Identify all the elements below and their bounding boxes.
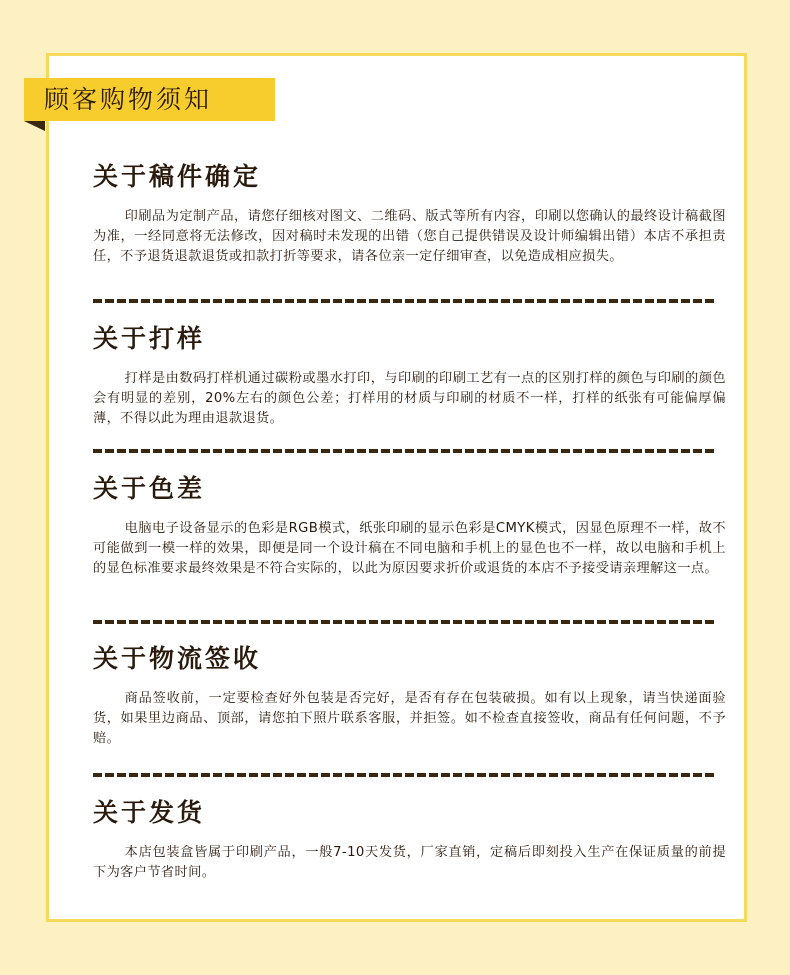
dashed-divider xyxy=(93,299,715,303)
section-body: 本店包装盒皆属于印刷产品，一般7-10天发货，厂家直销，定稿后即刻投入生产在保证质量的前提下为客户节省时间。 xyxy=(93,845,726,880)
section-body: 打样是由数码打样机通过碳粉或墨水打印，与印刷的印刷工艺有一点的区别打样的颜色与印刷的颜色会有明显的差别，20%左右的颜色公差；打样用的材质与印刷的材质不一样，打样的纸张有可能偏厚偏薄，不得以此为理由退款退货。 xyxy=(93,371,726,426)
dashed-divider xyxy=(93,449,715,453)
section-heading: 关于打样 xyxy=(93,324,206,353)
section-body: 电脑电子设备显示的色彩是RGB模式，纸张印刷的显示色彩是CMYK模式，因显色原理不一样，故不可能做到一模一样的效果，即便是同一个设计稿在不同电脑和手机上的显色也不一样，故以电脑和手机上的显色标准要求最终效果是不符合实际的，以此为原因要求折价或退货的本店不予接受请亲理解这一点。 xyxy=(93,521,726,576)
page-title-ribbon xyxy=(24,78,275,121)
section-shipping xyxy=(93,797,726,896)
section-color-difference xyxy=(93,473,726,592)
section-body: 印刷品为定制产品，请您仔细核对图文、二维码、版式等所有内容，印刷以您确认的最终设计稿截图为准，一经同意将无法修改，因对稿时未发现的出错（您自己提供错误及设计师编辑出错）本店不承担责任，不予退货退款退货或扣款打折等要求，请各位亲一定仔细审查，以免造成相应损失。 xyxy=(93,209,726,264)
section-proofing xyxy=(93,323,726,442)
section-heading: 关于物流签收 xyxy=(93,644,262,673)
section-heading: 关于稿件确定 xyxy=(93,162,262,191)
section-delivery-signing xyxy=(93,643,726,762)
dashed-divider xyxy=(93,773,715,777)
section-manuscript xyxy=(93,161,726,280)
dashed-divider xyxy=(93,620,715,624)
ribbon-fold xyxy=(24,121,45,131)
section-heading: 关于色差 xyxy=(93,474,206,503)
section-body: 商品签收前，一定要检查好外包装是否完好，是否有存在包装破损。如有以上现象，请当快递面验货，如果里边商品、顶部，请您拍下照片联系客服，并拒签。如不检查直接签收，商品有任何问题，不予赔。 xyxy=(93,691,726,746)
section-heading: 关于发货 xyxy=(93,798,206,827)
page-title: 顾客购物须知 xyxy=(44,85,213,114)
